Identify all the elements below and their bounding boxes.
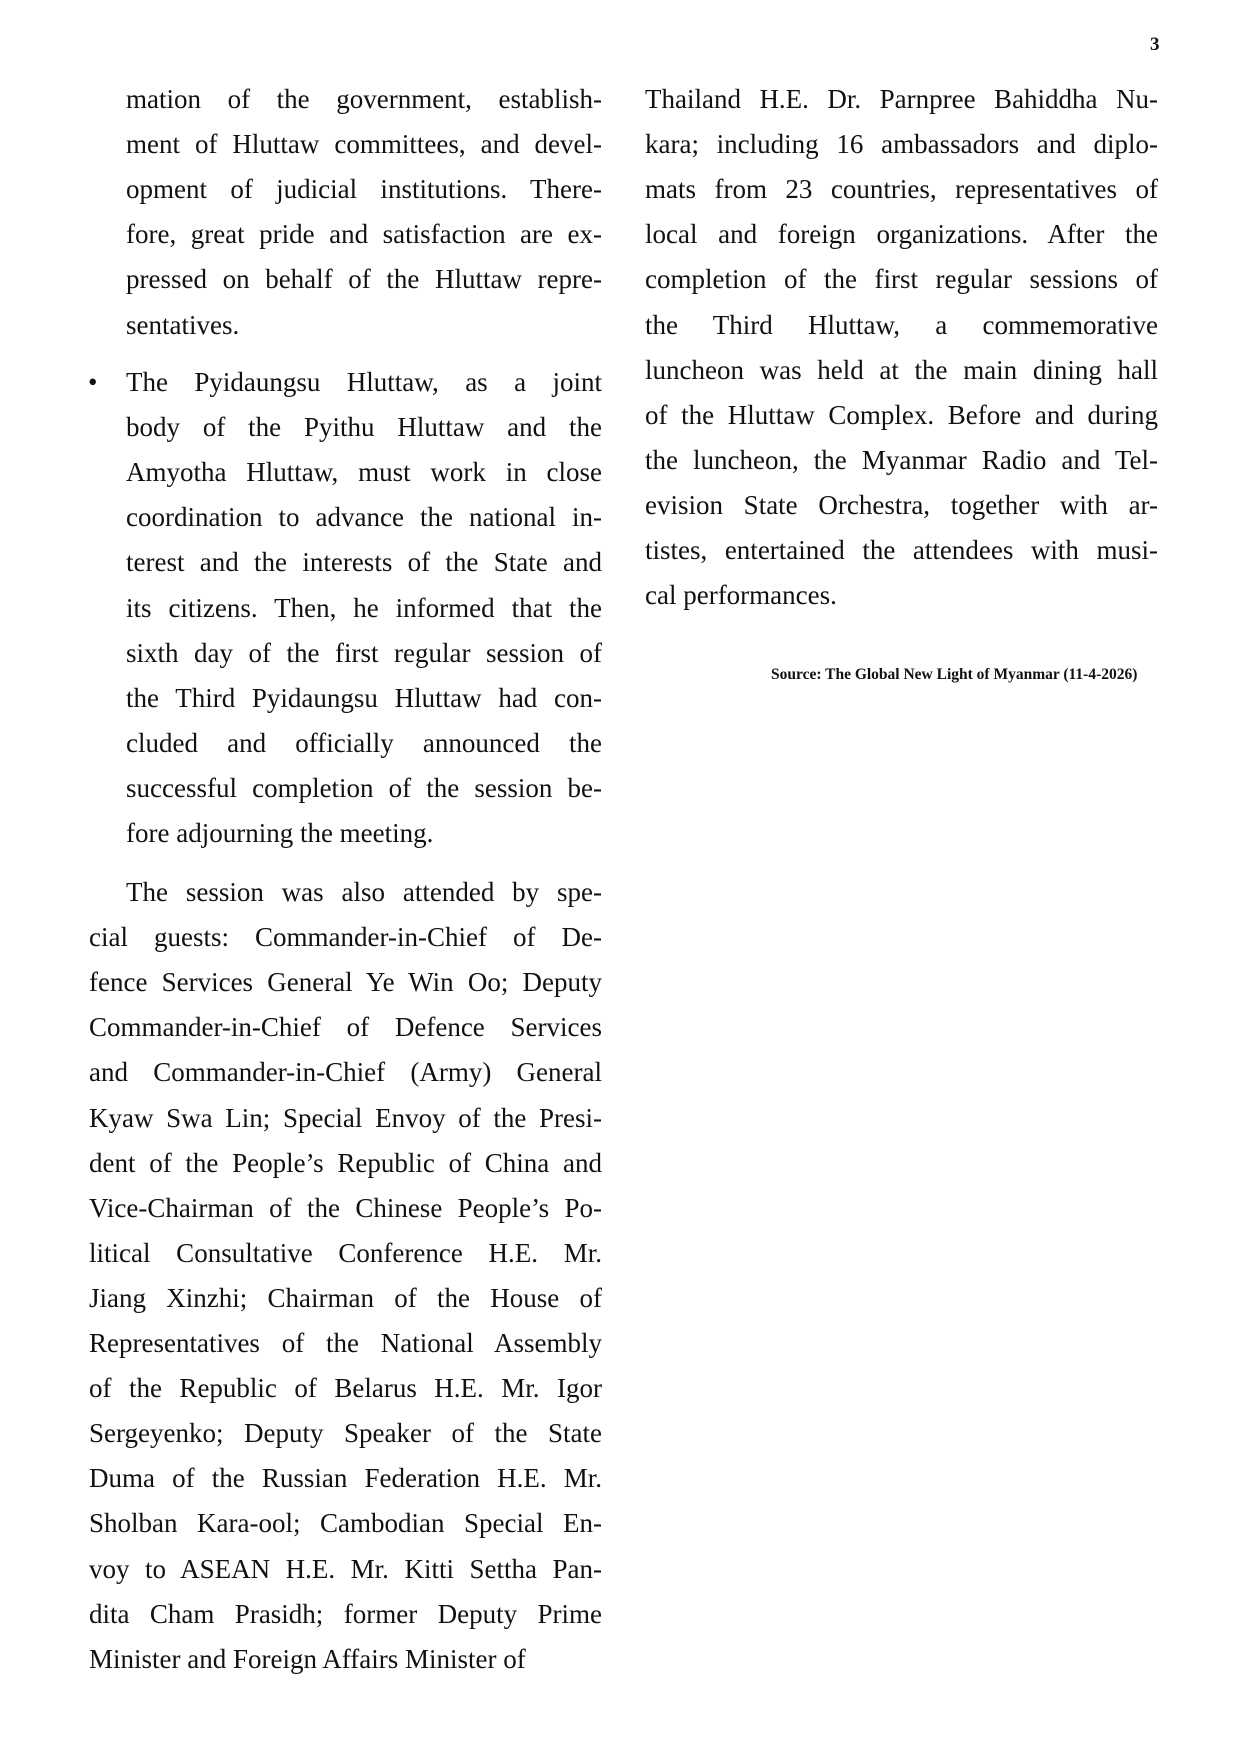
- guests-paragraph-line: of the Republic of Belarus H.E. Mr. Igor: [89, 1373, 602, 1404]
- guests-paragraph-line: Duma of the Russian Federation H.E. Mr.: [89, 1463, 602, 1494]
- bullet-paragraph-line: successful completion of the session be-: [126, 772, 602, 803]
- continued-paragraph-line: opment of judicial institutions. There-: [126, 174, 602, 205]
- guests-paragraph-line: fence Services General Ye Win Oo; Deputy: [89, 967, 602, 998]
- guests-paragraph-line: Minister and Foreign Affairs Minister of: [89, 1643, 526, 1674]
- right-paragraph-line: cal performances.: [645, 580, 837, 611]
- continued-paragraph-line: pressed on behalf of the Hluttaw repre-: [126, 264, 602, 295]
- bullet-paragraph-line: Amyotha Hluttaw, must work in close: [126, 457, 602, 488]
- bullet-paragraph-line: the Third Pyidaungsu Hluttaw had con-: [126, 682, 602, 713]
- continued-paragraph-line: sentatives.: [126, 309, 240, 340]
- right-paragraph-line: local and foreign organizations. After the: [645, 219, 1158, 250]
- page-number: 3: [1150, 34, 1160, 55]
- bullet-paragraph-line: coordination to advance the national in-: [126, 502, 602, 533]
- guests-paragraph-line: and Commander-in-Chief (Army) General: [89, 1057, 602, 1088]
- guests-paragraph-line: Representatives of the National Assembly: [89, 1328, 602, 1358]
- right-paragraph-line: the Third Hluttaw, a commemorative: [645, 309, 1158, 340]
- guests-paragraph-line: Sholban Kara-ool; Cambodian Special En-: [89, 1508, 602, 1539]
- right-paragraph-line: luncheon was held at the main dining hall: [645, 354, 1158, 385]
- continued-paragraph-line: fore, great pride and satisfaction are ex-: [126, 219, 602, 250]
- guests-paragraph-line: Kyaw Swa Lin; Special Envoy of the Presi-: [89, 1102, 602, 1133]
- bullet-paragraph-line: terest and the interests of the State and: [126, 547, 602, 578]
- right-paragraph-line: Thailand H.E. Dr. Parnpree Bahiddha Nu-: [645, 84, 1158, 114]
- guests-paragraph-line: Commander-in-Chief of Defence Services: [89, 1012, 602, 1043]
- right-paragraph-line: completion of the first regular sessions of: [645, 264, 1158, 295]
- bullet-paragraph-line: its citizens. Then, he informed that the: [126, 592, 602, 623]
- right-paragraph-line: of the Hluttaw Complex. Before and during: [645, 399, 1158, 430]
- bullet-paragraph-line: fore adjourning the meeting.: [126, 818, 434, 848]
- guests-paragraph-line: dita Cham Prasidh; former Deputy Prime: [89, 1598, 602, 1629]
- right-paragraph-line: the luncheon, the Myanmar Radio and Tel-: [645, 444, 1158, 475]
- bullet-paragraph-line: body of the Pyithu Hluttaw and the: [126, 412, 602, 443]
- right-paragraph-line: kara; including 16 ambassadors and diplo-: [645, 129, 1158, 160]
- guests-paragraph-line: dent of the People’s Republic of China and: [89, 1147, 602, 1178]
- guests-paragraph-line: Sergeyenko; Deputy Speaker of the State: [89, 1418, 602, 1449]
- continued-paragraph-line: ment of Hluttaw committees, and devel-: [126, 129, 602, 160]
- right-paragraph-line: evision State Orchestra, together with ar-: [645, 489, 1158, 520]
- guests-paragraph-line: cial guests: Commander-in-Chief of De-: [89, 922, 602, 953]
- bullet-icon: •: [88, 367, 98, 397]
- bullet-paragraph-line: The Pyidaungsu Hluttaw, as a joint: [126, 367, 602, 397]
- bullet-paragraph-line: cluded and officially announced the: [126, 727, 602, 758]
- guests-paragraph-line: Jiang Xinzhi; Chairman of the House of: [89, 1282, 602, 1313]
- guests-paragraph-line: The session was also attended by spe-: [126, 877, 602, 907]
- right-paragraph-line: tistes, entertained the attendees with musi-: [645, 535, 1158, 565]
- right-paragraph-line: mats from 23 countries, representatives of: [645, 174, 1158, 205]
- bullet-paragraph-line: sixth day of the first regular session of: [126, 637, 602, 668]
- guests-paragraph-line: Vice-Chairman of the Chinese People’s Po-: [89, 1192, 602, 1223]
- source-citation: Source: The Global New Light of Myanmar (11-4-2026): [771, 666, 1138, 683]
- guests-paragraph-line: voy to ASEAN H.E. Mr. Kitti Settha Pan-: [89, 1553, 602, 1584]
- continued-paragraph-line: mation of the government, establish-: [126, 84, 602, 114]
- guests-paragraph-line: litical Consultative Conference H.E. Mr.: [89, 1237, 602, 1268]
